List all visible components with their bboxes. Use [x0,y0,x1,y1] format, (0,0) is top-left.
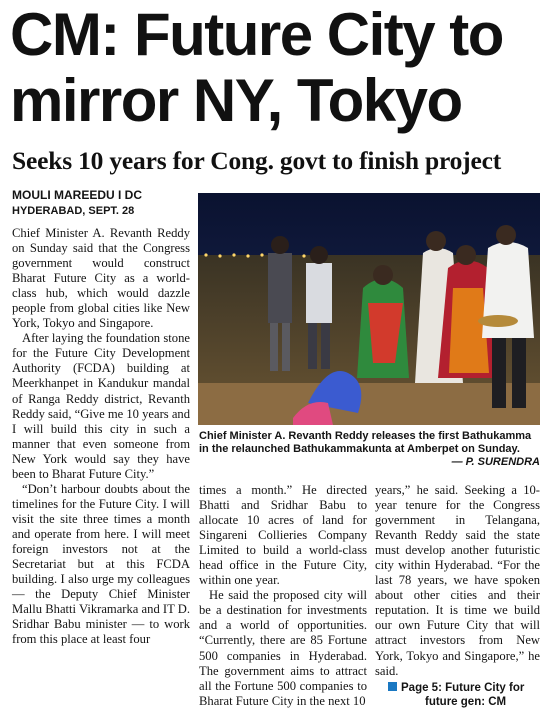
byline: MOULI MAREEDU I DC [12,188,142,202]
photo-credit: — P. SURENDRA [451,456,540,468]
page-pointer [388,681,540,709]
paragraph: He said the proposed city will be a destination for investments and a world of opportunities. “Currently, there are 85 Fortune 500 companies in Hyderabad. The government aims to attract all the Fortune 500 companies to Bharat Future City in the next 10 [199,588,367,708]
deck-subheadline: Seeks 10 years for Cong. govt to finish project [12,146,501,175]
paragraph: times a month.” He directed Bhatti and Sridhar Babu to allocate 10 acres of land for Singareni Collieries Company Limited to build a world-class head office in the Future City, within one year. [199,483,367,588]
news-photo [198,193,540,425]
paragraph: After laying the foundation stone for the Future City Development Authority (FCDA) building at Meerkhanpet in Kandukur mandal of Ranga Reddy district, Revanth Reddy said, “Give me 10 years and I will build this city in such a manner that even someone from New York would say they have been to Bharat Future City.” [12,331,191,481]
caption-text: Chief Minister A. Revanth Reddy releases the first Bathukamma in the relaunched Bathukammakunta at Amberpet on Sunday. [199,430,532,455]
article-column-3 [375,483,540,678]
article-column-1 [12,226,190,720]
blue-square-icon [388,682,397,691]
headline [10,2,550,134]
pointer-line-2: future gen: CM [425,696,507,708]
paragraph: “Don’t harbour doubts about the timelines for the Future City. I will visit the site three times a month and operate from here. I will meet foreign investors not at the Secretariat but at this FCDA building. I also urge my colleagues — the Deputy Chief Minister Mallu Bhatti Vikramarka and IT D. Sridhar Babu minister — to work from this place at least four [12,481,190,647]
headline-line-1: CM: Future City to [10,1,503,68]
paragraph: Chief Minister A. Revanth Reddy on Sunday said that the Congress government would construct Bharat Future City as a world-class hub, which would dazzle people from global cities like New York, Tokyo and Singapore. [12,226,190,331]
article-column-2 [199,483,367,720]
paragraph: years,” he said. Seeking a 10-year tenure for the Congress government in Telangana, Revanth Reddy said the state must develop another futuristic city within Hyderabad. “For the last 78 years, we have spoken about other cities and their reputation. It is time we build our own Future City that will attract investors from New York, Tokyo and Singapore,” he said. [375,483,540,678]
pointer-line-1: Page 5: Future City for [401,682,525,694]
photo-caption [199,430,540,468]
headline-line-2: mirror NY, Tokyo [10,67,462,134]
dateline: HYDERABAD, SEPT. 28 [12,205,135,217]
